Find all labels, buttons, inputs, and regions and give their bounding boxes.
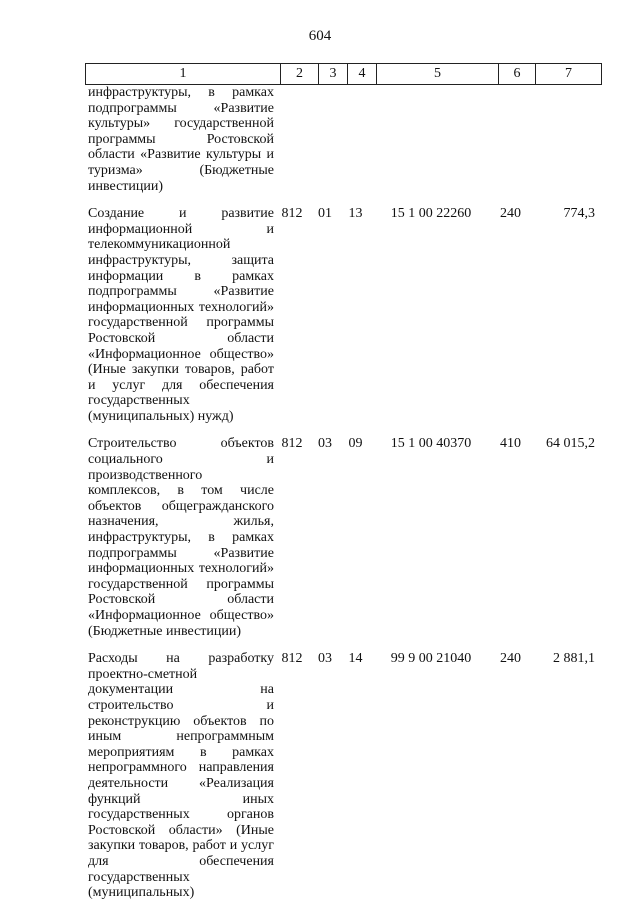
row-description: Расходы на разработку проектно-сметной документации на строительство и реконструкцию объектов по иным непрограммным мероприятиям в рамках непрограммного направления деятельности «Реализация функций иных государственных органов Ростовской области» (Иные закупки товаров, работ и услуг для обеспечения государственных (муниципальных) <box>88 651 274 901</box>
table-row <box>85 206 601 424</box>
row-col-2: 812 <box>281 206 303 222</box>
row-col-2: 812 <box>281 436 303 452</box>
row-col-5: 99 9 00 21040 <box>390 651 472 667</box>
row-col-7: 2 881,1 <box>553 651 595 667</box>
row-col-3: 03 <box>318 651 332 667</box>
row-description: Строительство объектов социального и производственного комплексов, в том числе объектов общегражданского назначения, жилья, инфраструктуры, в рамках подпрограммы «Развитие информационных технологий» государственной программы Ростовской области «Информационное общество» (Бюджетные инвестиции) <box>88 436 274 639</box>
column-header-row <box>86 64 602 85</box>
column-header-4: 4 <box>348 64 377 85</box>
row-col-6: 410 <box>500 436 521 452</box>
table-row <box>85 436 601 639</box>
row-col-4: 09 <box>348 436 363 452</box>
column-header-2: 2 <box>281 64 319 85</box>
table-row <box>85 85 601 194</box>
row-col-3: 01 <box>318 206 332 222</box>
row-col-7: 64 015,2 <box>546 436 595 452</box>
column-header-1: 1 <box>86 64 281 85</box>
table-row <box>85 651 601 901</box>
row-col-2: 812 <box>281 651 303 667</box>
row-col-6: 240 <box>500 206 521 222</box>
row-col-5: 15 1 00 40370 <box>390 436 472 452</box>
table-body <box>85 85 601 913</box>
column-header-7: 7 <box>536 64 602 85</box>
column-header-6: 6 <box>499 64 536 85</box>
row-description: инфраструктуры, в рамках подпрограммы «Развитие культуры» государственной программы Ростовской области «Развитие культуры и туризма» (Бюджетные инвестиции) <box>88 85 274 194</box>
row-description: Создание и развитие информационной и телекоммуникационной инфраструктуры, защита информации в рамках подпрограммы «Развитие информационных технологий» государственной программы Ростовской области «Информационное общество» (Иные закупки товаров, работ и услуг для обеспечения государственных (муниципальных) нужд) <box>88 206 274 424</box>
page-number: 604 <box>308 28 332 44</box>
row-col-4: 13 <box>348 206 363 222</box>
column-header-3: 3 <box>319 64 348 85</box>
row-col-6: 240 <box>500 651 521 667</box>
column-header-5: 5 <box>377 64 499 85</box>
row-col-4: 14 <box>348 651 363 667</box>
row-col-3: 03 <box>318 436 332 452</box>
column-header-table <box>85 63 602 85</box>
row-col-7: 774,3 <box>563 206 595 222</box>
row-col-5: 15 1 00 22260 <box>390 206 472 222</box>
